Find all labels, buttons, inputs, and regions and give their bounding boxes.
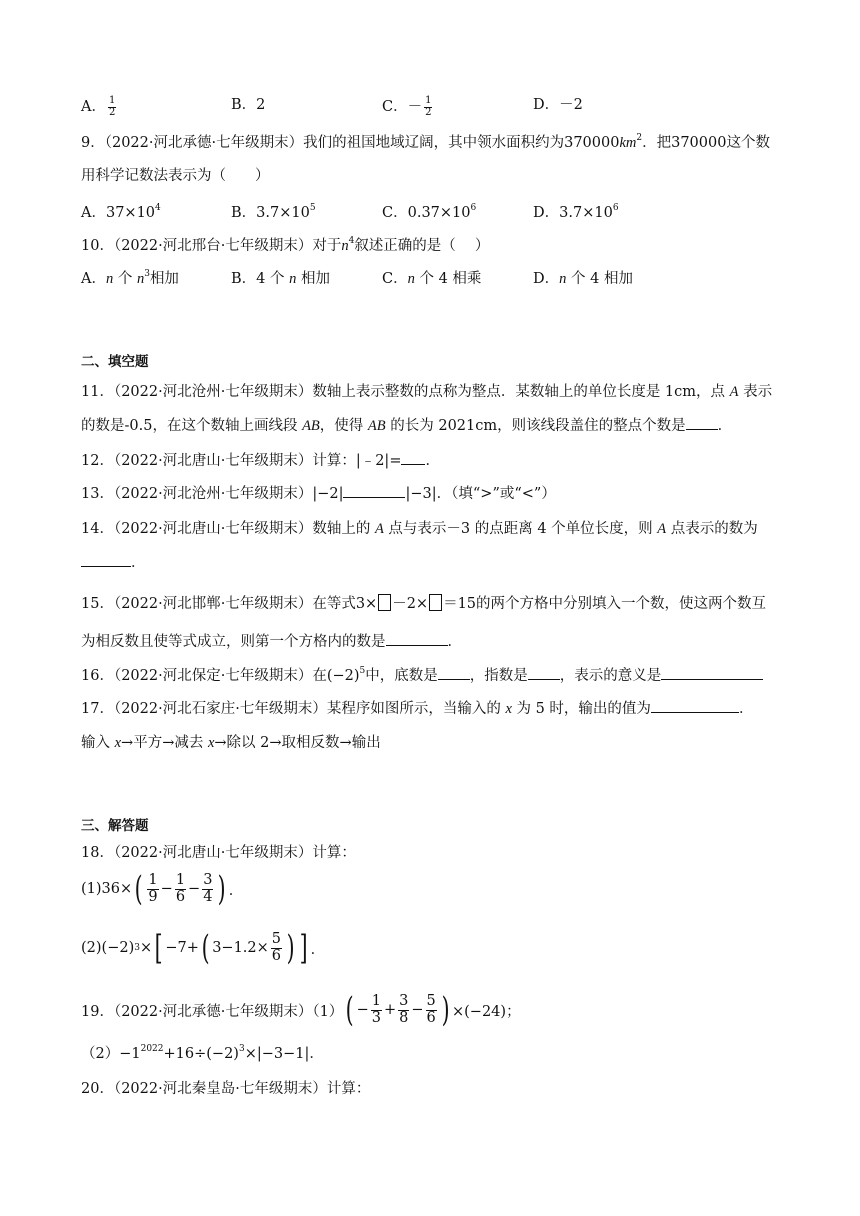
q19-part1: 19．（2022·河北承德·七年级期末）（1） ( − $\frac{1}{3}$ + $\frac{3}{8}$ − $\frac{5}{6}$ ) ×(−24)； (81, 990, 521, 1030)
answer-blank[interactable] (386, 645, 448, 646)
empty-box (378, 594, 391, 611)
q16-stem: 16．（2022·河北保定·七年级期末）在$(-2)^5$中，底数是 ，指数是 ，表示的意义是 (81, 666, 763, 686)
fraction: $\frac{1}{3}$ (371, 993, 381, 1026)
answer-blank[interactable] (401, 464, 425, 465)
q17-flow: 输入 x→平方→减去 x→除以 2→取相反数→输出 (81, 735, 381, 751)
answer-blank[interactable] (651, 712, 739, 713)
q10-option-a: A．n 个 $n^3$相加 (81, 269, 179, 287)
q10-option-b: B．4 个 n 相加 (231, 271, 330, 287)
q8-option-a: A． $\frac{1}{2}$ (81, 95, 116, 118)
q18-part2: (2) (−2) 3 × [ −7+ ( 3−1.2× $\frac{5}{6}$ ) ] ． (81, 928, 326, 968)
q15-stem-line2: 为相反数且使等式成立，则第一个方格内的数是 ． (81, 634, 462, 650)
q9-option-b: B．$3.7\times 10^5$ (231, 203, 316, 221)
q11-stem-line2: 的数是-0.5，在这个数轴上画线段 AB，使得 AB 的长为 2021cm，则该线段盖住的整点个数是 ． (81, 418, 733, 434)
q9-stem-line1: 9．（2022·河北承德·七年级期末）我们的祖国地域辽阔，其中领水面积约为$370000km^2$．把370000这个数 (81, 133, 770, 151)
q17-stem: 17．（2022·河北石家庄·七年级期末）某程序如图所示，当输入的 x 为 5 时，输出的值为 ． (81, 701, 754, 717)
q20-title: 20．（2022·河北秦皇岛·七年级期末）计算： (81, 1081, 371, 1097)
q15-stem-line1: 15．（2022·河北邯郸·七年级期末）在等式3× －2× ＝15的两个方格中分别填入一个数，使这两个数互 (81, 596, 767, 612)
section-title-solve: 三、解答题 (81, 818, 149, 834)
answer-blank[interactable] (343, 497, 405, 498)
section-title-fill-in: 二、填空题 (81, 354, 149, 370)
q10-stem: 10．（2022·河北邢台·七年级期末）对于$n^4$叙述正确的是（ ） (81, 236, 490, 254)
q9-option-d: D．$3.7\times 10^6$ (533, 203, 619, 221)
answer-blank[interactable] (81, 566, 131, 567)
fraction: $\frac{5}{6}$ (426, 993, 436, 1026)
answer-blank[interactable] (438, 679, 470, 680)
q18-part1: (1) 36× ( $\frac{1}{9}$ − $\frac{1}{6}$ − $\frac{3}{4}$ ) ． (81, 869, 244, 909)
q9-stem-line2: 用科学记数法表示为（ ） (81, 168, 270, 184)
answer-blank[interactable] (528, 679, 560, 680)
q9-option-a: A．$37\times 10^4$ (81, 203, 161, 221)
fraction: $\frac{5}{6}$ (271, 931, 282, 964)
q8-option-c: C．－ $\frac{1}{2}$ (382, 95, 432, 118)
answer-blank[interactable] (661, 679, 763, 680)
fraction: $\frac{3}{4}$ (203, 872, 213, 905)
fraction: $\frac{3}{8}$ (399, 993, 409, 1026)
q14-stem-line1: 14．（2022·河北唐山·七年级期末）数轴上的 A 点与表示－3 的点距离 4 个单位长度，则 A 点表示的数为 (81, 521, 758, 537)
q19-part2: $(2)-1^{2022}+16\div(-2)^3\times|-3-1|$． (81, 1044, 324, 1062)
fraction: $\frac{1}{6}$ (175, 872, 186, 905)
empty-box (429, 594, 442, 611)
fraction: $\frac{1}{2}$ (425, 95, 432, 118)
fraction: $\frac{1}{9}$ (148, 872, 158, 905)
q8-option-d: D．－2 (533, 97, 583, 113)
q9-option-c: C．$0.37\times 10^6$ (382, 203, 477, 221)
answer-blank[interactable] (686, 429, 718, 430)
q8-option-b: B．2 (231, 97, 266, 113)
q14-stem-line2: ． (81, 553, 146, 573)
q10-option-d: D．n 个 4 相加 (533, 271, 633, 287)
fraction: $\frac{1}{2}$ (108, 95, 116, 118)
q18-title: 18．（2022·河北唐山·七年级期末）计算： (81, 845, 356, 861)
q13-stem: 13．（2022·河北沧州·七年级期末）|−2| |−3|．（填“>”或“<”） (81, 486, 556, 502)
q11-stem-line1: 11．（2022·河北沧州·七年级期末）数轴上表示整数的点称为整点．某数轴上的单位长度是 1cm，点 A 表示 (81, 384, 773, 400)
q12-stem: 12．（2022·河北唐山·七年级期末）计算：|﹣2|= ． (81, 453, 440, 469)
q10-option-c: C．n 个 4 相乘 (382, 271, 482, 287)
